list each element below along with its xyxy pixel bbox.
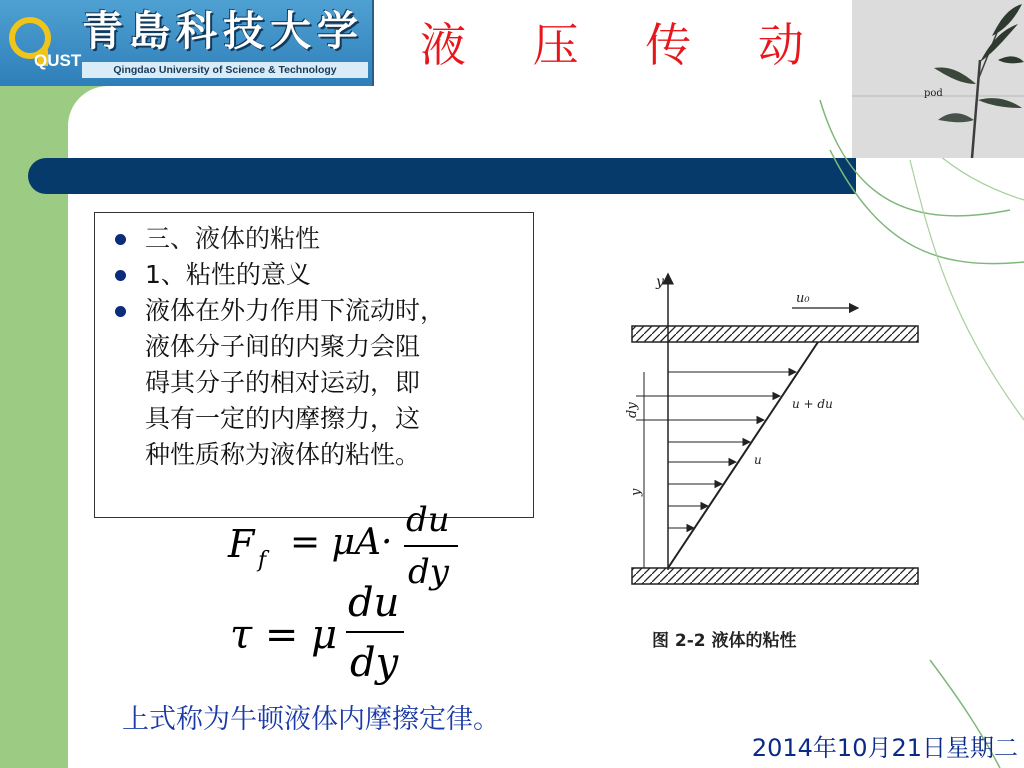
newton-law-statement: 上式称为牛顿液体内摩擦定律。: [122, 704, 500, 735]
qust-emblem-icon: [8, 8, 82, 76]
bullet-dot-icon: [115, 234, 126, 245]
label-y: y: [629, 488, 644, 496]
definition-line: 具有一定的内摩擦力，这: [145, 404, 421, 433]
bamboo-caption: pod: [924, 88, 943, 99]
top-plate: [632, 326, 918, 342]
content-text-box: [94, 212, 534, 518]
corner-curve: [68, 86, 148, 126]
bullet-dot-icon: [115, 270, 126, 281]
velocity-profile-line: [668, 342, 818, 568]
formula2-denominator: dy: [350, 640, 399, 686]
bullet-text: 三、液体的粘性: [145, 224, 321, 253]
formula1-lhs: F: [228, 522, 255, 566]
top-velocity-label: u₀: [796, 291, 810, 306]
formula2-lhs: τ = μ: [230, 612, 338, 658]
header-divider-bar: [28, 158, 856, 194]
viscosity-diagram: [596, 262, 946, 666]
formula1-numerator: du: [406, 500, 450, 540]
slide-title: 液 压 传 动: [420, 18, 830, 72]
bamboo-image: [852, 0, 1024, 158]
label-u: u: [754, 453, 762, 467]
fraction-bar: [404, 545, 458, 547]
label-u-plus-du: u + du: [792, 397, 833, 411]
bullet-dot-icon: [115, 306, 126, 317]
label-dy: dy: [625, 402, 640, 418]
fraction-bar: [346, 631, 404, 633]
bullet-text: 1、粘性的意义: [145, 260, 311, 289]
bottom-plate: [632, 568, 918, 584]
formula1-middle: = μA·: [290, 522, 393, 563]
definition-line: 液体分子间的内聚力会阻: [145, 332, 421, 361]
bullet-definition: [105, 293, 523, 473]
y-axis-label: y: [656, 274, 664, 290]
bullet-subheading: [105, 257, 523, 293]
definition-line: 碍其分子的相对运动，即: [145, 368, 421, 397]
slide-date: 2014年10月21日星期二: [751, 734, 1018, 762]
university-logo: [0, 0, 374, 86]
logo-chinese-name: 青島科技大学: [82, 7, 364, 55]
formula2-numerator: du: [348, 580, 400, 626]
definition-line: 液体在外力作用下流动时，: [145, 296, 446, 325]
formula1-subscript: f: [258, 548, 267, 573]
formula1-denominator: dy: [408, 552, 449, 592]
logo-mark-text: QUST: [34, 51, 82, 70]
figure-caption: 图 2-2 液体的粘性: [652, 631, 797, 651]
formula2-fraction: [346, 580, 408, 698]
bamboo-illustration: [852, 0, 1024, 158]
formula-shear-stress: [230, 580, 430, 698]
definition-line: 种性质称为液体的粘性。: [145, 440, 421, 469]
logo-english-name: Qingdao University of Science & Technology: [82, 62, 368, 78]
velocity-arrows: [668, 372, 796, 528]
bullet-heading: [105, 221, 523, 257]
